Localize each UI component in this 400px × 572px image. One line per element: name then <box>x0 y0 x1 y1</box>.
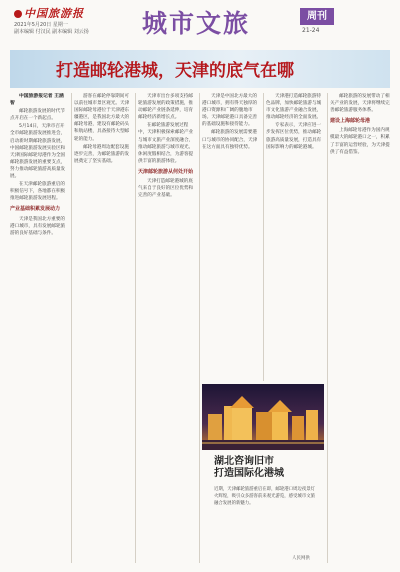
article-column-1 <box>10 93 68 563</box>
lead-paragraph: 邮轮旅游发展的时代节点开启在一个新起点。 <box>10 109 65 122</box>
article-column-6 <box>330 93 392 563</box>
section-title: 城市文旅 <box>142 9 251 38</box>
column-divider <box>135 93 136 563</box>
paragraph: 上海邮轮母港作为国内规模最大的邮轮港口之一，积累了丰富的运营经验，为天津提供了有益借鉴。 <box>330 128 390 155</box>
photo-title-line-2: 打造国际化港城 <box>214 468 284 479</box>
paragraph: 天津是我国北方重要的港口城市，具有发展邮轮旅游的良好基础与条件。 <box>10 216 66 236</box>
date-line: 2021年5月20日 星期一 <box>14 22 68 28</box>
newspaper-logo <box>14 5 84 21</box>
article-column-4 <box>202 93 260 381</box>
logo-text: 中国旅游报 <box>24 7 84 20</box>
column-divider <box>263 93 264 381</box>
paragraph: 天津市出台多项支持邮轮旅游发展的政策措施，推动邮轮产业链条延伸，培育邮轮经济新增长点。 <box>138 94 194 121</box>
paragraph: 邮轮旅游的发展带动了相关产业的发展，天津将继续完善邮轮旅游服务体系。 <box>330 94 390 114</box>
issue-number: 21-24 <box>302 27 320 34</box>
article-column-5 <box>266 93 324 381</box>
paragraph: 在邮轮旅游发展过程中，天津积极探索邮轮产业与城市文旅产业深度融合，推动邮轮旅游与城市观光、休闲度假相结合，为游客提供丰富的旅游体验。 <box>138 123 194 164</box>
column-divider <box>327 93 328 563</box>
publication-info <box>14 22 89 36</box>
column-divider <box>71 93 72 563</box>
logo-seal-icon <box>14 10 22 18</box>
editor-line: 副本编辑 付汉民 副本编辑 刘云扬 <box>14 29 89 35</box>
paragraph: 天津打造邮轮港城的底气来自于良好的区位优势和完善的产业基础。 <box>138 179 194 199</box>
masthead <box>0 0 400 44</box>
paragraph: 天津是中国北方最大的港口城市，拥有得天独厚的港口资源和广阔的腹地市场。天津邮轮港口具备完善的基础设施和接待能力。 <box>202 94 258 128</box>
paragraph: 在天津邮轮旅游重启的积极信号下，各地都在积极推进邮轮旅游发展进程。 <box>10 182 66 202</box>
paragraph: 5月14日，天津市召开全市邮轮旅游发展推进会，启动新时期邮轮旅游发展，中国邮轮旅游发展实验区和天津国际邮轮母港作为全国邮轮旅游发展的重要支点，努力推动邮轮旅游高质量发展。 <box>10 124 66 180</box>
paragraph: 邮轮母港周边配套设施逐步完善，为邮轮旅游的发展奠定了坚实基础。 <box>74 144 130 164</box>
photo-credit: 人民网供 <box>292 556 310 561</box>
night-harbor-photo <box>202 384 324 450</box>
photo-caption: 近期，天津邮轮旅游重启在即，邮轮港口周边夜景灯火辉煌，吸引众多游客前来观光游览，感受城市文旅融合发展的新魅力。 <box>214 487 315 506</box>
subsection-heading: 建设上海邮轮母港 <box>330 118 371 125</box>
paragraph: 游客在邮轮停靠期间可以前往城市景区观光。天津国际邮轮母港位于天津港东疆港区，是我国北方最大的邮轮母港，建设有邮轮码头和航站楼，具备接待大型邮轮的能力。 <box>74 94 130 142</box>
paragraph: 专家表示，天津应进一步发挥区位优势，推动邮轮旅游高质量发展，打造具有国际影响力的邮轮港城。 <box>266 123 322 150</box>
subsection-heading: 产业基础积累发展动力 <box>10 206 61 213</box>
article-column-2 <box>74 93 132 563</box>
photo-title-line-1: 湖北咨询旧市 <box>214 456 274 467</box>
article-headline: 打造邮轮港城，天津的底气在哪 <box>56 61 294 81</box>
photo-title <box>214 456 284 480</box>
paragraph: 天津港打造邮轮旅游特色品牌，加快邮轮旅游与城市文化旅游产业融合发展，推动邮轮经济的全面发展。 <box>266 94 322 121</box>
article-column-3 <box>138 93 196 563</box>
weekly-badge: 周刊 <box>300 8 334 25</box>
paragraph: 邮轮旅游的发展需要港口与城市的协同配合，天津在这方面具有独特优势。 <box>202 130 258 150</box>
subsection-heading: 天津邮轮旅游从何处开始 <box>138 168 194 175</box>
night-cityscape-illustration <box>202 384 324 450</box>
article-byline: 中国旅游报记者 王涵智 <box>10 94 64 107</box>
column-divider <box>199 93 200 563</box>
